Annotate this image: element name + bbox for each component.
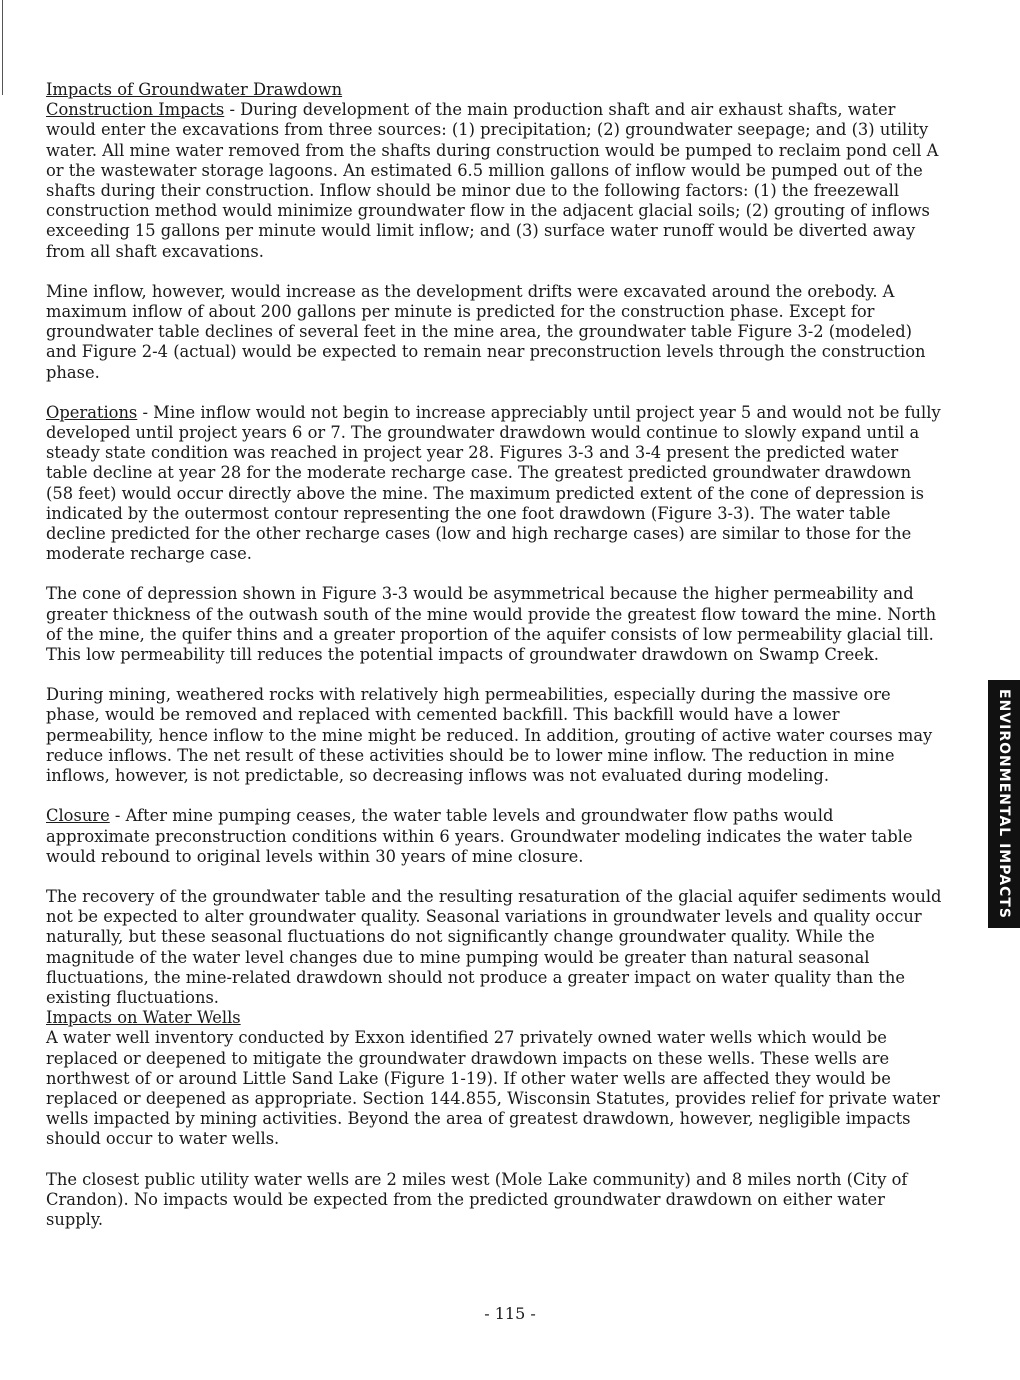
scan-edge-line: [2, 0, 3, 95]
paragraph-cone-of-depression: The cone of depression shown in Figure 3-3 would be asymmetrical because the higher permeability and greater thickness of the outwash south of the mine would provide the greatest flow toward the mine. North of the mine, the quifer thins and a greater proportion of the aquifer consists of low permeability glacial till. This low permeability till reduces the potential impacts of groundwater drawdown on Swamp Creek.: [46, 584, 937, 665]
paragraph-recovery: The recovery of the groundwater table and the resulting resaturation of the glacial aquifer sediments would not be expected to alter groundwater quality. Seasonal variations in groundwater levels and quality occur naturally, but these seasonal fluctuations do not significantly change groundwater quality. While the magnitude of the water level changes due to mine pumping would be greater than natural seasonal fluctuations, the mine-related drawdown should not produce a greater impact on water quality than the existing fluctuations.: [46, 886, 942, 1007]
closure-text: - After mine pumping ceases, the water table levels and groundwater flow paths would approximate preconstruction conditions within 6 years. Groundwater modeling indicates the water table would rebound to original levels within 30 years of mine closure.: [46, 806, 913, 866]
side-tab-environmental-impacts: [988, 680, 1020, 928]
page-number: - 115 -: [484, 1304, 536, 1323]
paragraph-mine-inflow: Mine inflow, however, would increase as the development drifts were excavated around the orebody. A maximum inflow of about 200 gallons per minute is predicted for the construction phase. Except for groundwater table declines of several feet in the mine area, the groundwater table Figure 3-2 (modeled) and Figure 2-4 (actual) would be expected to remain near preconstruction levels through the construction phase.: [46, 281, 926, 382]
section-heading-groundwater-drawdown: Impacts of Groundwater Drawdown: [46, 80, 343, 99]
section-heading-water-wells: Impacts on Water Wells: [46, 1008, 241, 1028]
construction-impacts-text: - During development of the main production shaft and air exhaust shafts, water would enter the excavations from three sources: (1) precipitation; (2) groundwater seepage; and (3) utility water. All mine water removed from the shafts during construction would be pumped to reclaim pond cell A or the wastewater storage lagoons. An estimated 6.5 million gallons of inflow would be pumped out of the shafts during their construction. Inflow should be minor due to the following factors: (1) the freezewall construction method would minimize groundwater flow in the adjacent glacial soils; (2) grouting of inflows exceeding 15 gallons per minute would limit inflow; and (3) surface water runoff would be diverted away from all shaft excavations.: [46, 100, 939, 261]
subheading-operations: Operations: [46, 402, 138, 422]
side-tab-label: ENVIRONMENTAL IMPACTS: [996, 689, 1013, 919]
paragraph-public-utility-wells: The closest public utility water wells are 2 miles west (Mole Lake community) and 8 miles north (City of Crandon). No impacts would be expected from the predicted groundwater drawdown on either water supply.: [46, 1169, 908, 1229]
document-body: [46, 80, 942, 1230]
paragraph-construction-impacts: [46, 100, 942, 262]
paragraph-during-mining: During mining, weathered rocks with relatively high permeabilities, especially during the massive ore phase, would be removed and replaced with cemented backfill. This backfill would have a lower permeability, hence inflow to the mine might be reduced. In addition, grouting of active water courses may reduce inflows. The net result of these activities should be to lower mine inflow. The reduction in mine inflows, however, is not predictable, so decreasing inflows was not evaluated during modeling.: [46, 685, 933, 786]
paragraph-water-well-inventory: A water well inventory conducted by Exxon identified 27 privately owned water wells which would be replaced or deepened to mitigate the groundwater drawdown impacts on these wells. These wells are northwest of or around Little Sand Lake (Figure 1-19). If other water wells are affected they would be replaced or deepened as appropriate. Section 144.855, Wisconsin Statutes, provides relief for private water wells impacted by mining activities. Beyond the area of greatest drawdown, however, negligible impacts should occur to water wells.: [46, 1028, 940, 1149]
paragraph-closure: [46, 806, 942, 867]
subheading-closure: Closure: [46, 806, 110, 826]
subheading-construction-impacts: Construction Impacts: [46, 100, 225, 120]
operations-text: - Mine inflow would not begin to increase appreciably until project year 5 and would not be fully developed until project years 6 or 7. The groundwater drawdown would continue to slowly expand until a steady state condition was reached in project year 28. Figures 3-3 and 3-4 present the predicted water table decline at year 28 for the moderate recharge case. The greatest predicted groundwater drawdown (58 feet) would occur directly above the mine. The maximum predicted extent of the cone of depression is indicated by the outermost contour representing the one foot drawdown (Figure 3-3). The water table decline predicted for the other recharge cases (low and high recharge cases) are similar to those for the moderate recharge case.: [46, 402, 941, 564]
paragraph-operations: [46, 403, 942, 565]
